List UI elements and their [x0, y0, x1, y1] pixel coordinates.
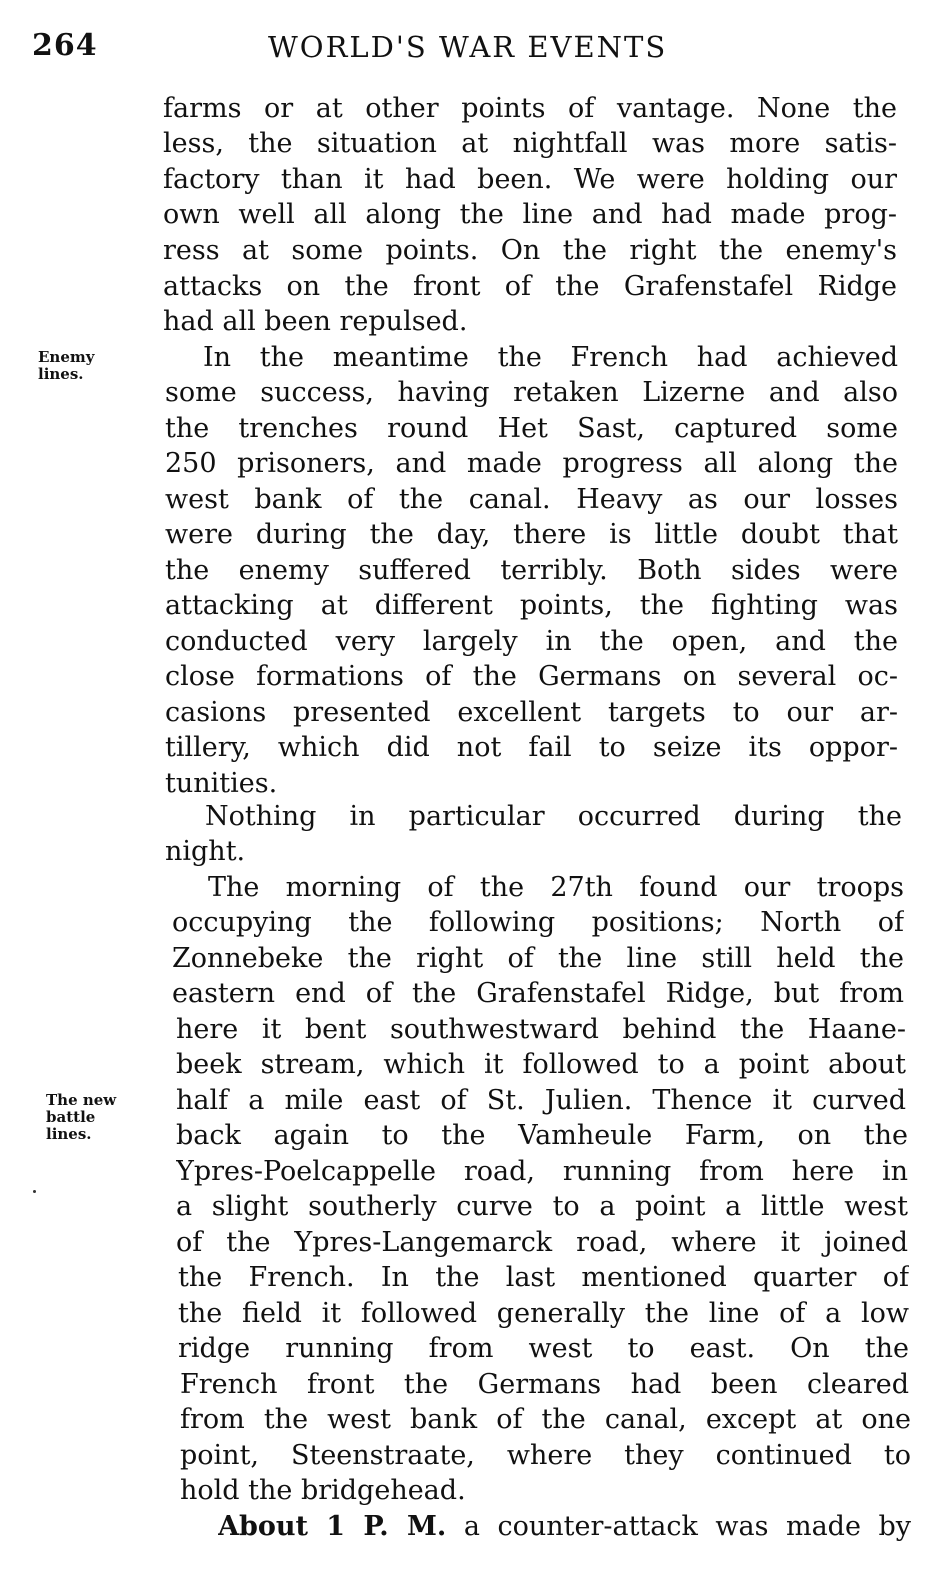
- text-line: beek stream, which it followed to a point about: [176, 1049, 906, 1080]
- text-line: In the meantime the French had achieved: [203, 342, 898, 373]
- bold-time-phrase: About 1 P. M.: [218, 1511, 447, 1542]
- sidenote-line: lines.: [38, 365, 84, 383]
- text-line: from the west bank of the canal, except at one: [180, 1404, 911, 1435]
- text-line: tunities.: [165, 768, 278, 799]
- text-line: the trenches round Het Sast, captured some: [165, 413, 898, 444]
- text-line: hold the bridgehead.: [180, 1475, 466, 1506]
- text-line: the enemy suffered terribly. Both sides were: [165, 555, 898, 586]
- last-line-rest: a counter-attack was made by: [446, 1511, 911, 1542]
- text-line: French front the Germans had been cleared: [180, 1369, 909, 1400]
- sidenote-enemy-lines: [38, 349, 148, 383]
- text-line: half a mile east of St. Julien. Thence it curved: [176, 1085, 906, 1116]
- sidenote-line: battle: [46, 1108, 96, 1126]
- text-line: Zonnebeke the right of the line still held the: [172, 943, 904, 974]
- text-line: tillery, which did not fail to seize its oppor-: [165, 732, 898, 763]
- page-number: 264: [32, 28, 98, 63]
- text-line: the French. In the last mentioned quarter of: [178, 1262, 909, 1293]
- text-line: close formations of the Germans on several oc-: [165, 661, 898, 692]
- text-line: less, the situation at nightfall was more satis-: [163, 128, 897, 159]
- sidenote-new-battle-lines: [46, 1092, 156, 1143]
- text-line: casions presented excellent targets to our ar-: [165, 697, 898, 728]
- text-line: back again to the Vamheule Farm, on the: [176, 1120, 908, 1151]
- text-line: attacks on the front of the Grafenstafel Ridge: [163, 271, 897, 302]
- text-line: had all been repulsed.: [163, 306, 468, 337]
- text-line: Nothing in particular occurred during the: [205, 801, 902, 832]
- page-header: [28, 28, 918, 72]
- text-line: The morning of the 27th found our troops: [208, 872, 904, 903]
- text-line: ridge running from west to east. On the: [178, 1333, 909, 1364]
- sidenote-line: Enemy: [38, 348, 95, 366]
- text-line-last: [218, 1510, 911, 1544]
- text-line: were during the day, there is little doubt that: [165, 519, 898, 550]
- text-line: occupying the following positions; North of: [172, 907, 904, 938]
- text-line: eastern end of the Grafenstafel Ridge, but from: [172, 978, 904, 1009]
- text-line: west bank of the canal. Heavy as our losses: [165, 484, 898, 515]
- text-line: conducted very largely in the open, and the: [165, 626, 898, 657]
- text-line: farms or at other points of vantage. None the: [163, 93, 897, 124]
- sidenote-line: lines.: [46, 1125, 92, 1143]
- text-line: Ypres-Poelcappelle road, running from here in: [176, 1156, 908, 1187]
- text-line: here it bent southwestward behind the Haane-: [176, 1014, 906, 1045]
- text-line: a slight southerly curve to a point a little west: [176, 1191, 908, 1222]
- text-line: 250 prisoners, and made progress all along the: [165, 448, 898, 479]
- text-line: night.: [165, 836, 246, 867]
- text-line: the field it followed generally the line of a low: [178, 1298, 909, 1329]
- text-line: of the Ypres-Langemarck road, where it joined: [176, 1227, 908, 1258]
- text-line: factory than it had been. We were holding our: [163, 164, 897, 195]
- text-line: own well all along the line and had made prog-: [163, 199, 897, 230]
- text-line: ress at some points. On the right the enemy's: [163, 235, 897, 266]
- running-title: WORLD'S WAR EVENTS: [268, 30, 668, 64]
- print-speck: [33, 1190, 36, 1193]
- text-line: point, Steenstraate, where they continued to: [180, 1440, 911, 1471]
- sidenote-line: The new: [46, 1091, 117, 1109]
- text-line: some success, having retaken Lizerne and also: [165, 377, 898, 408]
- text-line: attacking at different points, the fighting was: [165, 590, 898, 621]
